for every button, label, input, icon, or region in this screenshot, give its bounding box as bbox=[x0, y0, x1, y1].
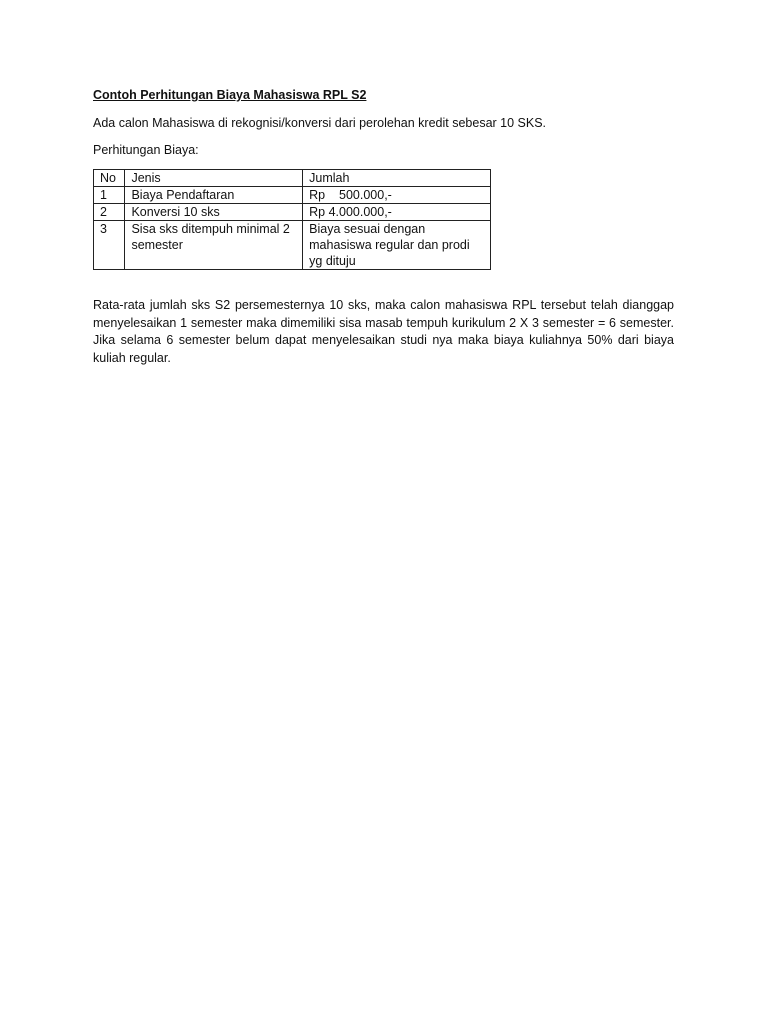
cell-jumlah: Biaya sesuai dengan mahasiswa regular dan prodi yg dituju bbox=[303, 221, 491, 270]
document-title: Contoh Perhitungan Biaya Mahasiswa RPL S2 bbox=[93, 88, 367, 102]
table-row bbox=[94, 204, 491, 221]
table-row bbox=[94, 187, 491, 204]
header-jumlah: Jumlah bbox=[303, 170, 491, 187]
table-row bbox=[94, 221, 491, 270]
calculation-label: Perhitungan Biaya: bbox=[93, 143, 199, 157]
table-header-row bbox=[94, 170, 491, 187]
cell-jumlah: Rp 4.000.000,- bbox=[303, 204, 491, 221]
explanation-paragraph: Rata-rata jumlah sks S2 persemesternya 10 sks, maka calon mahasiswa RPL tersebut telah dianggap menyelesaikan 1 semester maka dimemiliki sisa masab tempuh kurikulum 2 X 3 semester = 6 semester. Jika selama 6 semester belum dapat menyelesaikan studi nya maka biaya kuliahnya 50% dari biaya kuliah regular. bbox=[93, 298, 674, 365]
cell-jenis: Biaya Pendaftaran bbox=[125, 187, 303, 204]
header-jenis: Jenis bbox=[125, 170, 303, 187]
header-no: No bbox=[94, 170, 125, 187]
cell-no: 2 bbox=[94, 204, 125, 221]
cost-table bbox=[93, 169, 491, 270]
cell-no: 1 bbox=[94, 187, 125, 204]
cell-jumlah: Rp 500.000,- bbox=[303, 187, 491, 204]
cell-jenis: Konversi 10 sks bbox=[125, 204, 303, 221]
cell-jenis: Sisa sks ditempuh minimal 2 semester bbox=[125, 221, 303, 270]
cell-no: 3 bbox=[94, 221, 125, 270]
intro-text: Ada calon Mahasiswa di rekognisi/konversi dari perolehan kredit sebesar 10 SKS. bbox=[93, 116, 547, 130]
